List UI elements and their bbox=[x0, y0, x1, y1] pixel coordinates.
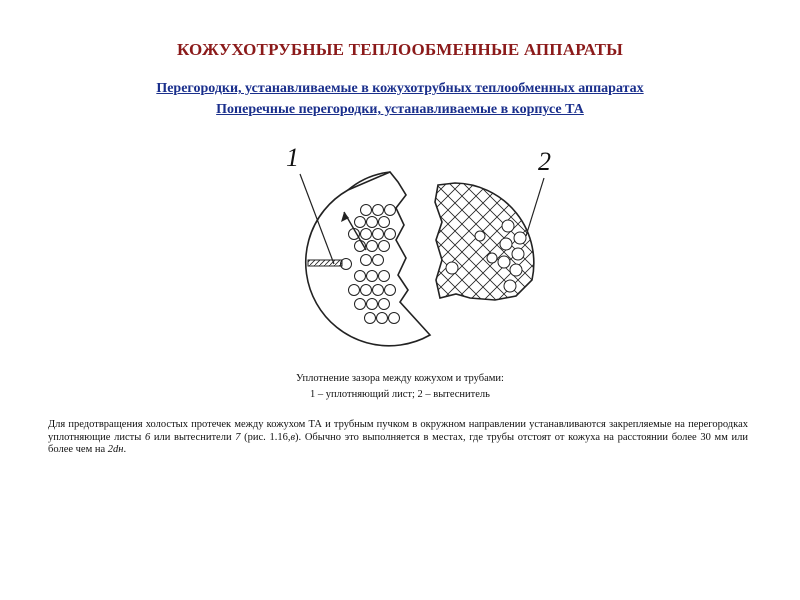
right-baffle-fragment bbox=[435, 183, 534, 300]
subtitle-link-cross-baffles[interactable]: Поперечные перегородки, устанавливаемые в корпусе ТА bbox=[216, 102, 584, 117]
left-baffle-fragment bbox=[306, 172, 430, 346]
label-2-leader bbox=[526, 178, 544, 236]
slide-title: КОЖУХОТРУБНЫЕ ТЕПЛООБМЕННЫЕ АППАРАТЫ bbox=[176, 40, 624, 59]
body-paragraph: Для предотвращения холостых протечек между кожухом ТА и трубным пучком в окружном направлении устанавливаются закрепляемые на перегородках уплотняющие листы 6 или вытеснители 7 (рис. 1.16,в). Обычно это выполняется в местах, где трубы отстоят от кожуха на расстоянии более 30 мм или более чем на 2dн. bbox=[48, 419, 748, 455]
figure-caption-legend: 1 – уплотняющий лист; 2 – вытеснитель bbox=[310, 389, 490, 400]
label-2: 2 bbox=[538, 147, 551, 176]
subtitle-link-baffles[interactable]: Перегородки, устанавливаемые в кожухотрубных теплообменных аппаратах bbox=[156, 81, 644, 96]
label-1: 1 bbox=[286, 143, 299, 172]
baffle-diagram bbox=[280, 140, 570, 370]
figure-caption-title: Уплотнение зазора между кожухом и трубами: bbox=[296, 373, 504, 384]
